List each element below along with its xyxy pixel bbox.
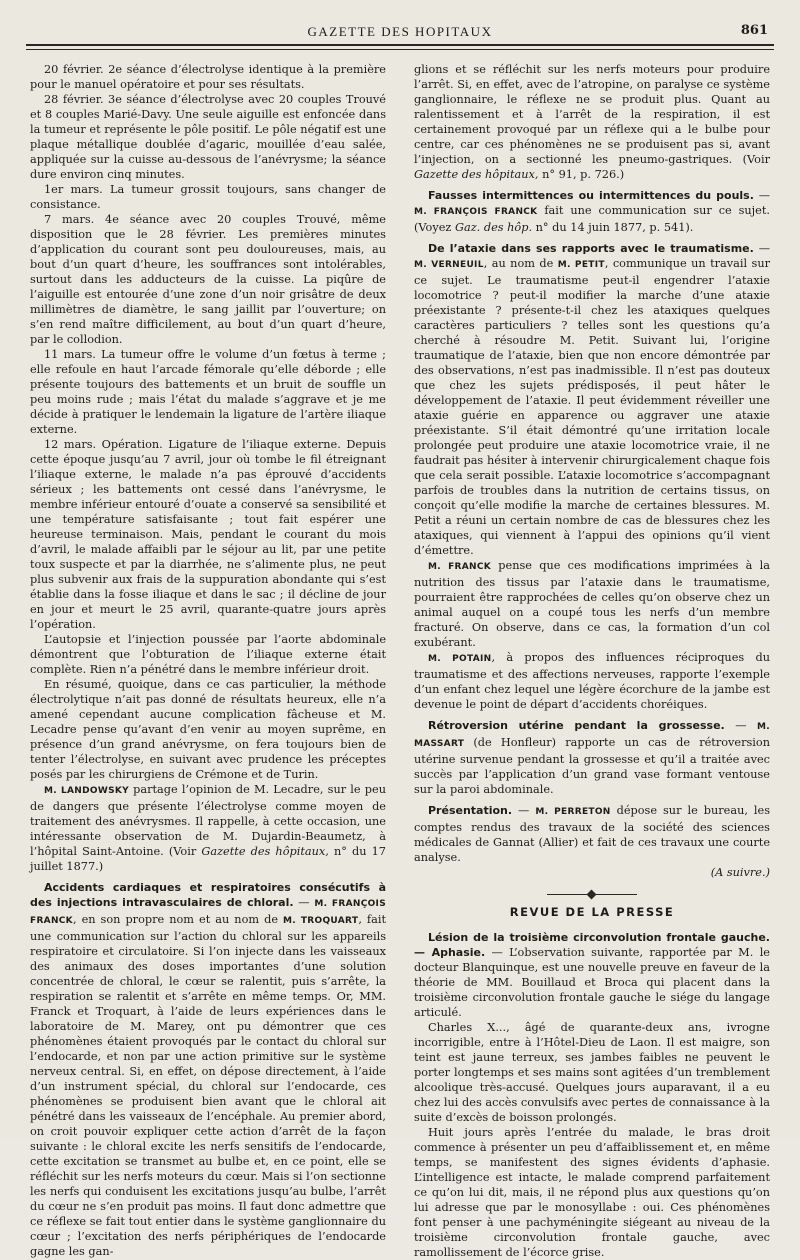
speaker-name: M. VERNEUIL xyxy=(414,260,484,270)
paragraph: 7 mars. 4e séance avec 20 couples Trouvé, même disposition que le 28 février. Les premières minutes d’application du courant sont peu douloureuses, mais, au bout d’un quart d’heure, les souffrances sont intolérables, surtout dans les adducteurs de la cuisse. La piqûre de l’aiguille est entourée d’une zone d’un noir grisâtre de deux millimètres de diamètre, le sang jaillit par l’ouverture; on s’en rend maître difficilement, au bout d’un quart d’heure, par le collodion. xyxy=(30,213,386,346)
section-paragraph: Accidents cardiaques et respiratoires consécutifs à des injections intravasculaires de chloral. — M. FRANÇOIS FRANCK, en son propre nom et au nom de M. TROQUART, fait une communication sur l’action du chloral sur les appareils respiratoire et circulatoire. Si l’on injecte dans les vaisseaux des animaux des doses importantes d’une solution concentrée de chloral, le cœur se ralentit, puis s’arrête, la respiration se ralentit et s’arrête en même temps. Or, MM. Franck et Troquart, à l’aide de leurs expériences dans le laboratoire de M. Marey, ont pu démontrer que ces phénomènes étaient provoqués par le contact du chloral sur l’endocarde, et non par une action primitive sur le système nerveux central. Si, en effet, on dépose directement, à l’aide d’un instrument spécial, du chloral sur l’endocarde, ces phénomènes se produisent bien avant que le chloral ait pénétré dans les vaisseaux de l’encéphale. Au premier abord, on croit pouvoir expliquer cette action d’arrêt de la façon suivante : le chloral excite les nerfs sensitifs de l’endocarde, cette excitation se transmet au bulbe et, en ce point, elle se réfléchit sur les nerfs moteurs du cœur. Mais si l’on sectionne les nerfs qui conduisent les excitations jusqu’au bulbe, l’arrêt du cœur ne s’en produit pas moins. Il faut donc admettre que ce réflexe se fait tout entier dans le système ganglionnaire du cœur ; l’excitation des nerfs périphériques de l’endocarde gagne les gan- xyxy=(30,881,386,1258)
header-rule-thin xyxy=(26,49,774,50)
section-paragraph: Présentation. — M. PERRETON dépose sur le bureau, les comptes rendus des travaux de la société des sciences médicales de Gannat (Allier) et fait de ces travaux une courte analyse. xyxy=(414,804,771,864)
section-heading: Rétroversion utérine pendant la grossesse. xyxy=(428,719,725,732)
citation: Gaz. des hôp. xyxy=(454,221,533,234)
paragraph: M. POTAIN, à propos des influences réciproques du traumatisme et des affections nerveuses, rapporte l’exemple d’un enfant chez lequel une légère écorchure de la jambe est devenue le point de départ d’accidents choréiques. xyxy=(414,651,770,711)
section-paragraph: De l’ataxie dans ses rapports avec le traumatisme. — M. VERNEUIL, au nom de M. PETIT, communique un travail sur ce sujet. Le traumatisme peut-il engendrer l’ataxie locomotrice ? peut-il modifier la marche d’une ataxie préexistante ? présente-t-il chez les ataxiques quelques caractères particuliers ? telles sont les questions qu’a cherché à résoudre M. Petit. Suivant lui, l’origine traumatique de l’ataxie, bien que non encore démontrée par des observations, n’est pas inadmissible. Il n’est pas douteux que chez les sujets prédisposés, il peut hâter le développement de l’ataxie. Il peut évidemment réveiller une ataxie guérie en apparence ou aggraver une ataxie préexistante. S’il était démontré qu’une irritation locale prolongée peut produire une ataxie locomotrice vraie, il ne faudrait pas hésiter à intervenir chirurgicalement chaque fois que cela serait possible. L’ataxie locomotrice s’accompagnant parfois de troubles dans la nutrition de certains tissus, on conçoit qu’elle modifie la marche de certaines blessures. M. Petit a réuni un certain nombre de cas de blessures chez les ataxiques, qui viennent à l’appui des opinions qu’il vient d’émettre. xyxy=(414,242,771,557)
paragraph: Huit jours après l’entrée du malade, le bras droit commence à présenter un peu d’affaiblissement et, en même temps, se manifestent des signes évidents d’aphasie. L’intelligence est intacte, le malade comprend parfaitement ce qu’on lui dit, mais, il ne répond plus aux questions qu’on lui adresse que par le monosyllabe : oui. Ces phénomènes font penser à une pachyméningite siégeant au niveau de la troisième circonvolution frontale gauche, avec ramollissement de l’écorce grise. xyxy=(414,1126,770,1259)
right-column xyxy=(414,62,771,1259)
section-heading: Fausses intermittences ou intermittences du pouls. xyxy=(428,189,754,202)
paragraph: L’autopsie et l’injection poussée par l’aorte abdominale démontrent que l’obturation de l’iliaque externe était complète. Rien n’a pénétré dans le membre inférieur droit. xyxy=(30,633,386,676)
section-paragraph: Lésion de la troisième circonvolution frontale gauche. — Aphasie. — L’observation suivante, rapportée par M. le docteur Blanquinque, est une nouvelle preuve en faveur de la théorie de MM. Bouillaud et Broca qui placent dans la troisième circonvolution frontale gauche le siége du langage articulé. xyxy=(414,931,770,1019)
section-paragraph: Rétroversion utérine pendant la grossesse. — M. MASSART (de Honfleur) rapporte un cas de rétroversion utérine survenue pendant la grossesse et qu’il a traitée avec succès par l’application d’un grand vase formant ventouse sur la paroi abdominale. xyxy=(414,719,770,796)
text-columns xyxy=(30,62,771,1259)
running-title: GAZETTE DES HOPITAUX xyxy=(307,24,493,39)
revue-heading: REVUE DE LA PRESSE xyxy=(509,905,675,919)
citation: Gazette des hôpitaux, xyxy=(414,168,539,181)
section-paragraph: Fausses intermittences ou intermittences du pouls. — M. FRANÇOIS FRANCK fait une communication sur ce sujet. (Voyez Gaz. des hôp. n° du 14 juin 1877, p. 541). xyxy=(414,189,771,234)
paragraph: 1er mars. La tumeur grossit toujours, sans changer de consistance. xyxy=(30,183,386,211)
paragraph: 20 février. 2e séance d’électrolyse identique à la première pour le manuel opératoire et pour ses résultats. xyxy=(30,63,386,91)
speaker-name: M. TROQUART xyxy=(283,916,359,926)
speaker-name: M. PETIT xyxy=(557,260,605,270)
paragraph: M. LANDOWSKY partage l’opinion de M. Lecadre, sur le peu de dangers que présente l’électrolyse comme moyen de traitement des anévrysmes. Il rappelle, à cette occasion, une intéressante observation de M. Dujardin-Beaumetz, à l’hôpital Saint-Antoine. (Voir Gazette des hôpitaux, n° du 17 juillet 1877.) xyxy=(30,783,386,873)
section-heading: De l’ataxie dans ses rapports avec le traumatisme. xyxy=(428,242,754,255)
paragraph: 11 mars. La tumeur offre le volume d’un fœtus à terme ; elle refoule en haut l’arcade fémorale qu’elle déborde ; elle présente toujours des battements et un bruit de souffle un peu moins rude ; mais l’état du malade s’aggrave et je me décide à pratiquer le lendemain la ligature de l’artère iliaque externe. xyxy=(30,348,386,436)
page-number: 861 xyxy=(740,23,768,38)
speaker-name: M. FRANÇOIS FRANCK xyxy=(414,207,538,217)
speaker-name: M. POTAIN xyxy=(428,654,492,664)
speaker-name: M. PERRETON xyxy=(535,807,611,817)
page-header xyxy=(26,20,774,50)
section-heading: Présentation. xyxy=(428,804,513,817)
paragraph: Charles X..., âgé de quarante-deux ans, ivrogne incorrigible, entre à l’Hôtel-Dieu de Laon. Il est maigre, son teint est jaune terreux, ses jambes faibles ne peuvent le porter longtemps et ses mains sont agitées d’un tremblement alcoolique très-accusé. Quelques jours auparavant, il a eu chez lui des accès convulsifs avec pertes de connaissance à la suite d’excès de boisson prolongés. xyxy=(414,1021,770,1124)
left-column xyxy=(30,62,386,1258)
a-suivre-line: (A suivre.) xyxy=(710,866,770,879)
paragraph: 28 février. 3e séance d’électrolyse avec 20 couples Trouvé et 8 couples Marié-Davy. Une seule aiguille est enfoncée dans la tumeur et représente le pôle positif. Le pôle négatif est une plaque métallique doublée d’agaric, mouillée d’eau salée, appliquée sur la cuisse au-dessous de l’anévrysme; la séance dure environ cinq minutes. xyxy=(30,93,386,181)
speaker-name: M. LANDOWSKY xyxy=(44,786,129,796)
section-heading: Lésion de la troisième circonvolution frontale gauche. — Aphasie. xyxy=(414,931,770,959)
paragraph: M. FRANCK pense que ces modifications imprimées à la nutrition des tissus par l’ataxie dans le traumatisme, pourraient être rapprochées de celles qu’on observe chez un animal auquel on a coupé tous les nerfs d’un membre fracturé. On observe, dans ce cas, la formation d’un col exubérant. xyxy=(414,559,770,649)
citation: Gazette des hôpitaux, xyxy=(201,845,329,858)
speaker-name: M. MASSART xyxy=(414,722,770,749)
paragraph: 12 mars. Opération. Ligature de l’iliaque externe. Depuis cette époque jusqu’au 7 avril, jour où tombe le fil étreignant l’iliaque externe, le malade n’a pas éprouvé d’accidents sérieux ; les battements ont cessé dans l’anévrysme, le membre inférieur entouré d’ouate a conservé sa sensibilité et une température satisfaisante ; tout fait espérer une heureuse terminaison. Mais, pendant le courant du mois d’avril, le malade affaibli par le séjour au lit, par une petite toux suspecte et par la diarrhée, ne s’alimente plus, ne peut plus subvenir aux frais de la suppuration abondante qui s’est établie dans la fosse iliaque et dans le sac ; il décline de jour en jour et meurt le 25 avril, quarante-quatre jours après l’opération. xyxy=(30,438,386,631)
ornamental-divider xyxy=(547,894,637,895)
section-heading: Accidents cardiaques et respiratoires consécutifs à des injections intravasculaires de chloral. xyxy=(30,881,386,909)
paragraph: En résumé, quoique, dans ce cas particulier, la méthode électrolytique n’ait pas donné de résultats heureux, elle n’a amené cependant aucune complication fâcheuse et M. Lecadre pense qu’avant d’en venir au moyen suprême, en présence d’un grand anévrysme, on fera toujours bien de tenter l’électrolyse, en suivant avec prudence les préceptes posés par les chirurgiens de Crémone et de Turin. xyxy=(30,678,386,781)
header-rule xyxy=(26,44,774,46)
speaker-name: M. FRANÇOIS FRANCK xyxy=(30,899,386,926)
speaker-name: M. FRANCK xyxy=(428,562,492,572)
paragraph: glions et se réfléchit sur les nerfs moteurs pour produire l’arrêt. Si, en effet, avec de l’atropine, on paralyse ce système ganglionnaire, le réflexe ne se produit plus. Quant au ralentissement et à l’arrêt de la respiration, il est certainement provoqué par un réflexe qui a le bulbe pour centre, car ces phénomènes ne se produisent pas si, avant l’injection, on a sectionné les pneumo-gastriques. (Voir Gazette des hôpitaux, n° 91, p. 726.) xyxy=(414,63,770,181)
